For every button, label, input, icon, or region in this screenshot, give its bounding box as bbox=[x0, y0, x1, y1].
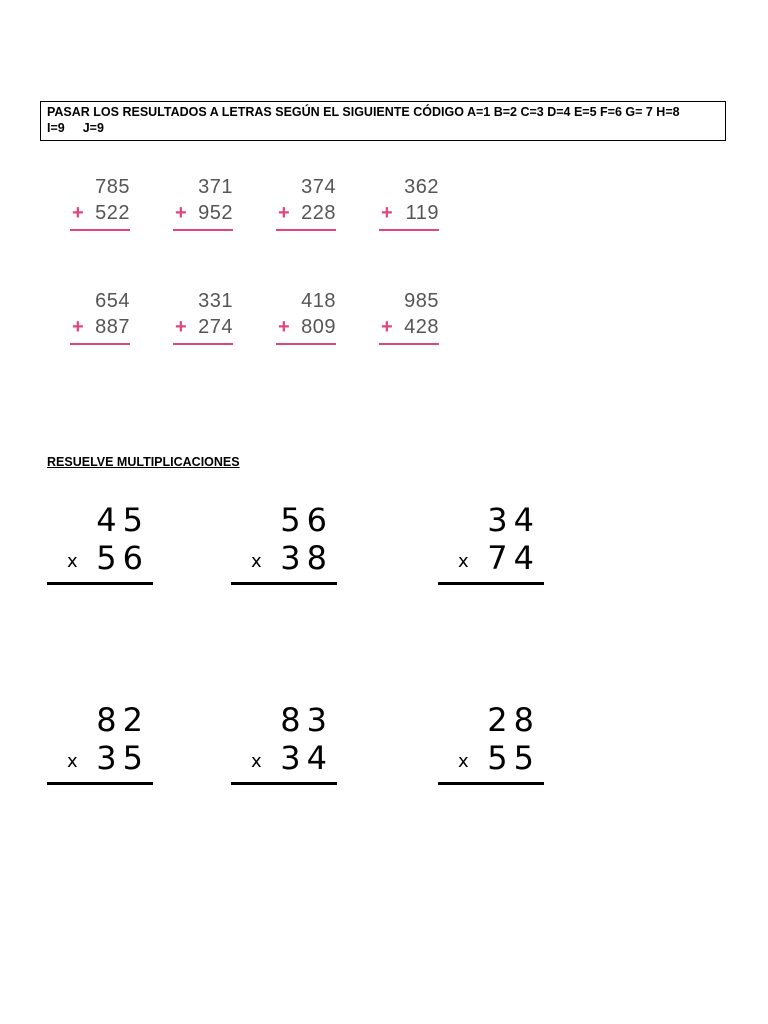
code-j: J=9 bbox=[82, 121, 104, 135]
sum-line bbox=[70, 343, 130, 345]
addition-problem bbox=[70, 172, 130, 242]
multiplication-problem bbox=[231, 699, 337, 779]
addition-problem bbox=[173, 286, 233, 356]
multiplication-problem bbox=[438, 499, 544, 579]
addend-top: 374 bbox=[301, 176, 336, 198]
addend-top: 331 bbox=[198, 290, 233, 312]
multiplication-problem bbox=[47, 699, 153, 779]
plus-sign: + bbox=[175, 202, 187, 224]
addition-problem bbox=[70, 286, 130, 356]
addend-top: 785 bbox=[95, 176, 130, 198]
addend-bottom: 428 bbox=[404, 316, 439, 338]
sum-line bbox=[70, 229, 130, 231]
product-line bbox=[231, 582, 337, 585]
factor-top: 83 bbox=[280, 701, 333, 739]
addition-problem bbox=[379, 286, 439, 356]
addition-problem bbox=[276, 172, 336, 242]
sum-line bbox=[173, 229, 233, 231]
addend-bottom: 522 bbox=[95, 202, 130, 224]
factor-bottom: 56 bbox=[96, 539, 149, 577]
factor-bottom: 35 bbox=[96, 739, 149, 777]
multiplication-problem bbox=[231, 499, 337, 579]
times-sign: x bbox=[251, 551, 262, 572]
plus-sign: + bbox=[278, 316, 290, 338]
factor-bottom: 38 bbox=[280, 539, 333, 577]
addend-bottom: 887 bbox=[95, 316, 130, 338]
sum-line bbox=[276, 343, 336, 345]
factor-top: 45 bbox=[96, 501, 149, 539]
multiplication-problem bbox=[47, 499, 153, 579]
factor-top: 34 bbox=[487, 501, 540, 539]
factor-top: 28 bbox=[487, 701, 540, 739]
factor-top: 82 bbox=[96, 701, 149, 739]
product-line bbox=[231, 782, 337, 785]
times-sign: x bbox=[458, 751, 469, 772]
factor-top: 56 bbox=[280, 501, 333, 539]
addend-bottom: 274 bbox=[198, 316, 233, 338]
times-sign: x bbox=[251, 751, 262, 772]
multiplication-problem bbox=[438, 699, 544, 779]
addend-bottom: 952 bbox=[198, 202, 233, 224]
addend-top: 362 bbox=[404, 176, 439, 198]
product-line bbox=[438, 582, 544, 585]
product-line bbox=[47, 782, 153, 785]
addition-problem bbox=[276, 286, 336, 356]
addend-top: 654 bbox=[95, 290, 130, 312]
addend-top: 985 bbox=[404, 290, 439, 312]
plus-sign: + bbox=[381, 202, 393, 224]
times-sign: x bbox=[67, 751, 78, 772]
addend-top: 418 bbox=[301, 290, 336, 312]
plus-sign: + bbox=[72, 316, 84, 338]
plus-sign: + bbox=[278, 202, 290, 224]
factor-bottom: 74 bbox=[487, 539, 540, 577]
sum-line bbox=[173, 343, 233, 345]
sum-line bbox=[379, 229, 439, 231]
addition-problem bbox=[379, 172, 439, 242]
addend-bottom: 119 bbox=[405, 202, 439, 224]
plus-sign: + bbox=[175, 316, 187, 338]
multiplication-title: RESUELVE MULTIPLICACIONES bbox=[47, 455, 240, 469]
addend-bottom: 228 bbox=[301, 202, 336, 224]
times-sign: x bbox=[67, 551, 78, 572]
plus-sign: + bbox=[72, 202, 84, 224]
sum-line bbox=[276, 229, 336, 231]
addition-problem bbox=[173, 172, 233, 242]
product-line bbox=[47, 582, 153, 585]
addend-top: 371 bbox=[198, 176, 233, 198]
plus-sign: + bbox=[381, 316, 393, 338]
factor-bottom: 34 bbox=[280, 739, 333, 777]
sum-line bbox=[379, 343, 439, 345]
instructions-line-1: PASAR LOS RESULTADOS A LETRAS SEGÚN EL SIGUIENTE CÓDIGO A=1 B=2 C=3 D=4 E=5 F=6 G= 7 H=8 bbox=[47, 105, 680, 119]
factor-bottom: 55 bbox=[487, 739, 540, 777]
addend-bottom: 809 bbox=[301, 316, 336, 338]
times-sign: x bbox=[458, 551, 469, 572]
product-line bbox=[438, 782, 544, 785]
code-i: I=9 bbox=[47, 121, 65, 135]
instructions-box bbox=[40, 101, 726, 141]
instructions-line-2 bbox=[47, 120, 719, 136]
